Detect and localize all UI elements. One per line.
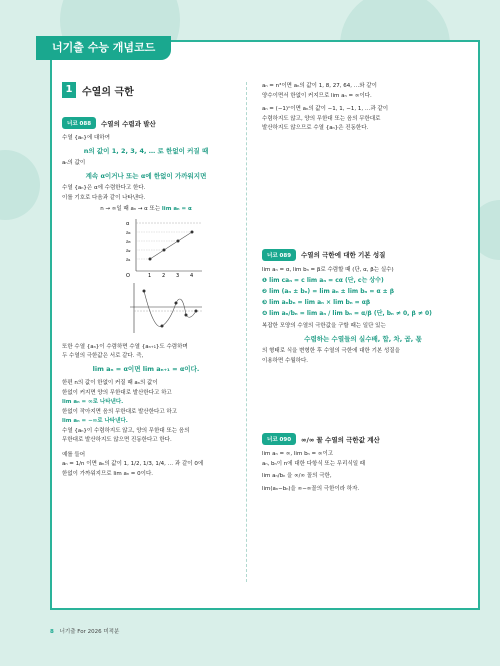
x-tick-label: 1 [148, 272, 152, 279]
property-1: ❶ lim caₙ = c lim aₙ = cα (단, c는 상수) [262, 277, 384, 284]
text: n → ∞일 때 aₙ → α 또는 [100, 206, 161, 212]
text: 발산하지도 않으므로 수열 {aₙ}은 진동한다. [262, 125, 369, 131]
data-point [143, 289, 146, 292]
x-tick-label: 3 [176, 272, 180, 279]
concept-badge-089 [262, 249, 385, 261]
y-tick-label: a₃ [126, 239, 131, 245]
text: aₙ의 값이 [62, 160, 86, 166]
text: 의 형태로 식을 변형한 후 수열의 극한에 대한 기본 성질을 [262, 348, 400, 354]
right-column [262, 82, 464, 494]
text: 예를 들어 [62, 451, 86, 458]
data-point [177, 239, 180, 242]
text: 무한대로 발산하지도 않으면 진동한다고 한다. [62, 437, 172, 443]
convergent-sequence-graph [124, 217, 204, 279]
concept-title: ∞/∞ 꼴 수열의 극한값 계산 [301, 435, 380, 444]
concept-tag: 너코 090 [262, 433, 296, 445]
y-tick-label: a₂ [126, 248, 131, 254]
decorative-circle [0, 150, 40, 220]
concept-tag: 너코 088 [62, 117, 96, 129]
property-3: ❸ lim aₙbₙ = lim aₙ × lim bₙ = αβ [262, 299, 371, 306]
concept-badge-088 [62, 117, 156, 129]
sequence-path [144, 291, 196, 327]
text: lim aₙ/bₙ 을 ∞/∞ 꼴의 극한, [262, 473, 332, 479]
text: 수열 {aₙ}은 α에 수렴한다고 한다. [62, 185, 146, 191]
limit-formula: lim aₙ = α [161, 206, 192, 212]
data-point [161, 324, 164, 327]
property-2: ❷ lim (aₙ ± bₙ) = lim aₙ ± lim bₙ = α ± β [262, 288, 395, 295]
text: 수렴하지도 않고, 양의 무한대 또는 음의 무한대로 [262, 115, 381, 122]
data-point [185, 313, 188, 316]
page-number: 8 [50, 629, 54, 635]
text: 수열 {aₙ}이 수렴하지도 않고, 양의 무한대 또는 음의 [62, 427, 190, 434]
limit-label: α [126, 220, 130, 227]
text: 두 수열의 극한값은 서로 같다. 즉, [62, 353, 144, 359]
text: 한없이 커지면 양의 무한대로 발산한다고 하고 [62, 389, 172, 396]
concept-title: 수열의 극한에 대한 기본 성질 [301, 251, 386, 259]
column-divider [246, 82, 247, 582]
concept-badge-090 [262, 433, 380, 445]
spacer [262, 366, 464, 426]
text: lim aₙ = ∞, lim bₙ = ∞이고 [262, 451, 334, 457]
limit-formula: lim aₙ = −∞로 나타낸다. [62, 418, 128, 424]
text: 이용하면 수월하다. [262, 357, 309, 364]
section-heading [62, 82, 230, 98]
highlight-text: 계속 α이거나 또는 α에 한없이 가까워지면 [85, 171, 207, 180]
limit-formula: lim aₙ = ∞로 나타낸다. [62, 399, 124, 405]
page-footer [50, 627, 119, 635]
text: aₙ = 1/n 이면 aₙ의 값이 1, 1/2, 1/3, 1/4, … 과 같이 0에 [62, 461, 204, 467]
text: 수열 {aₙ}에 대하여 [62, 135, 110, 141]
limit-notation-line [62, 205, 230, 215]
y-tick-label: a₁ [126, 257, 131, 263]
text: aₙ = n³이면 aₙ의 값이 1, 8, 27, 64, …와 같이 [262, 83, 377, 89]
text: lim(aₙ−bₙ)을 ∞−∞꼴의 극한이라 하자. [262, 485, 360, 492]
x-tick-label: 4 [190, 272, 194, 279]
highlight-formula: lim aₙ = α이면 lim aₙ₊₁ = α이다. [92, 364, 200, 373]
data-point [195, 309, 198, 312]
data-point [163, 248, 166, 251]
data-point [191, 230, 194, 233]
text: lim aₙ = α, lim bₙ = β로 수렴할 때 (단, α, β는 실수) [262, 266, 394, 273]
text: aₙ, bₙ이 n에 대한 다항식 또는 무리식일 때 [262, 460, 366, 467]
section-title: 수열의 극한 [82, 86, 134, 98]
origin-label: O [126, 272, 130, 279]
spacer [262, 134, 464, 242]
concept-title: 수열의 수렴과 발산 [101, 119, 156, 128]
text: 또한 수열 {aₙ}이 수렴하면 수열 {aₙ₊₁}도 수렴하며 [62, 343, 188, 350]
data-point [175, 301, 178, 304]
text: 복잡한 모양의 수열의 극한값을 구할 때는 일단 있는 [262, 323, 386, 329]
section-number: 1 [62, 82, 76, 98]
x-tick-label: 2 [162, 272, 166, 279]
text: 한없이 작아지면 음의 무한대로 발산한다고 하고 [62, 408, 178, 415]
book-title: 너기출 For 2026 미적분 [59, 629, 120, 635]
concept-tag: 너코 089 [262, 249, 296, 261]
text: 한없이 가까워지므로 lim aₙ = 0이다. [62, 470, 154, 477]
highlight-text: n의 값이 1, 2, 3, 4, … 로 한없이 커질 때 [83, 146, 209, 155]
y-tick-label: a₄ [126, 230, 131, 236]
page-header-title: 너기출 수능 개념코드 [36, 36, 171, 60]
text: aₙ = (−1)ⁿ이면 aₙ의 값이 −1, 1, −1, 1, …과 같이 [262, 106, 389, 112]
data-point [149, 257, 152, 260]
text: 양수이면서 한없이 커지므로 lim aₙ = ∞이다. [262, 92, 372, 99]
oscillating-sequence-graph [124, 281, 204, 339]
series-line [150, 232, 192, 259]
text: 한편 n의 값이 한없이 커질 때 aₙ의 값이 [62, 380, 158, 386]
highlight-text: 수렴하는 수열들의 실수배, 합, 차, 곱, 몫 [304, 334, 422, 343]
property-4: ❹ lim aₙ/bₙ = lim aₙ / lim bₙ = α/β (단, bₙ ≠ 0, β ≠ 0) [262, 310, 432, 317]
left-column [62, 82, 230, 479]
text: 이를 기호로 다음과 같이 나타낸다. [62, 194, 146, 201]
